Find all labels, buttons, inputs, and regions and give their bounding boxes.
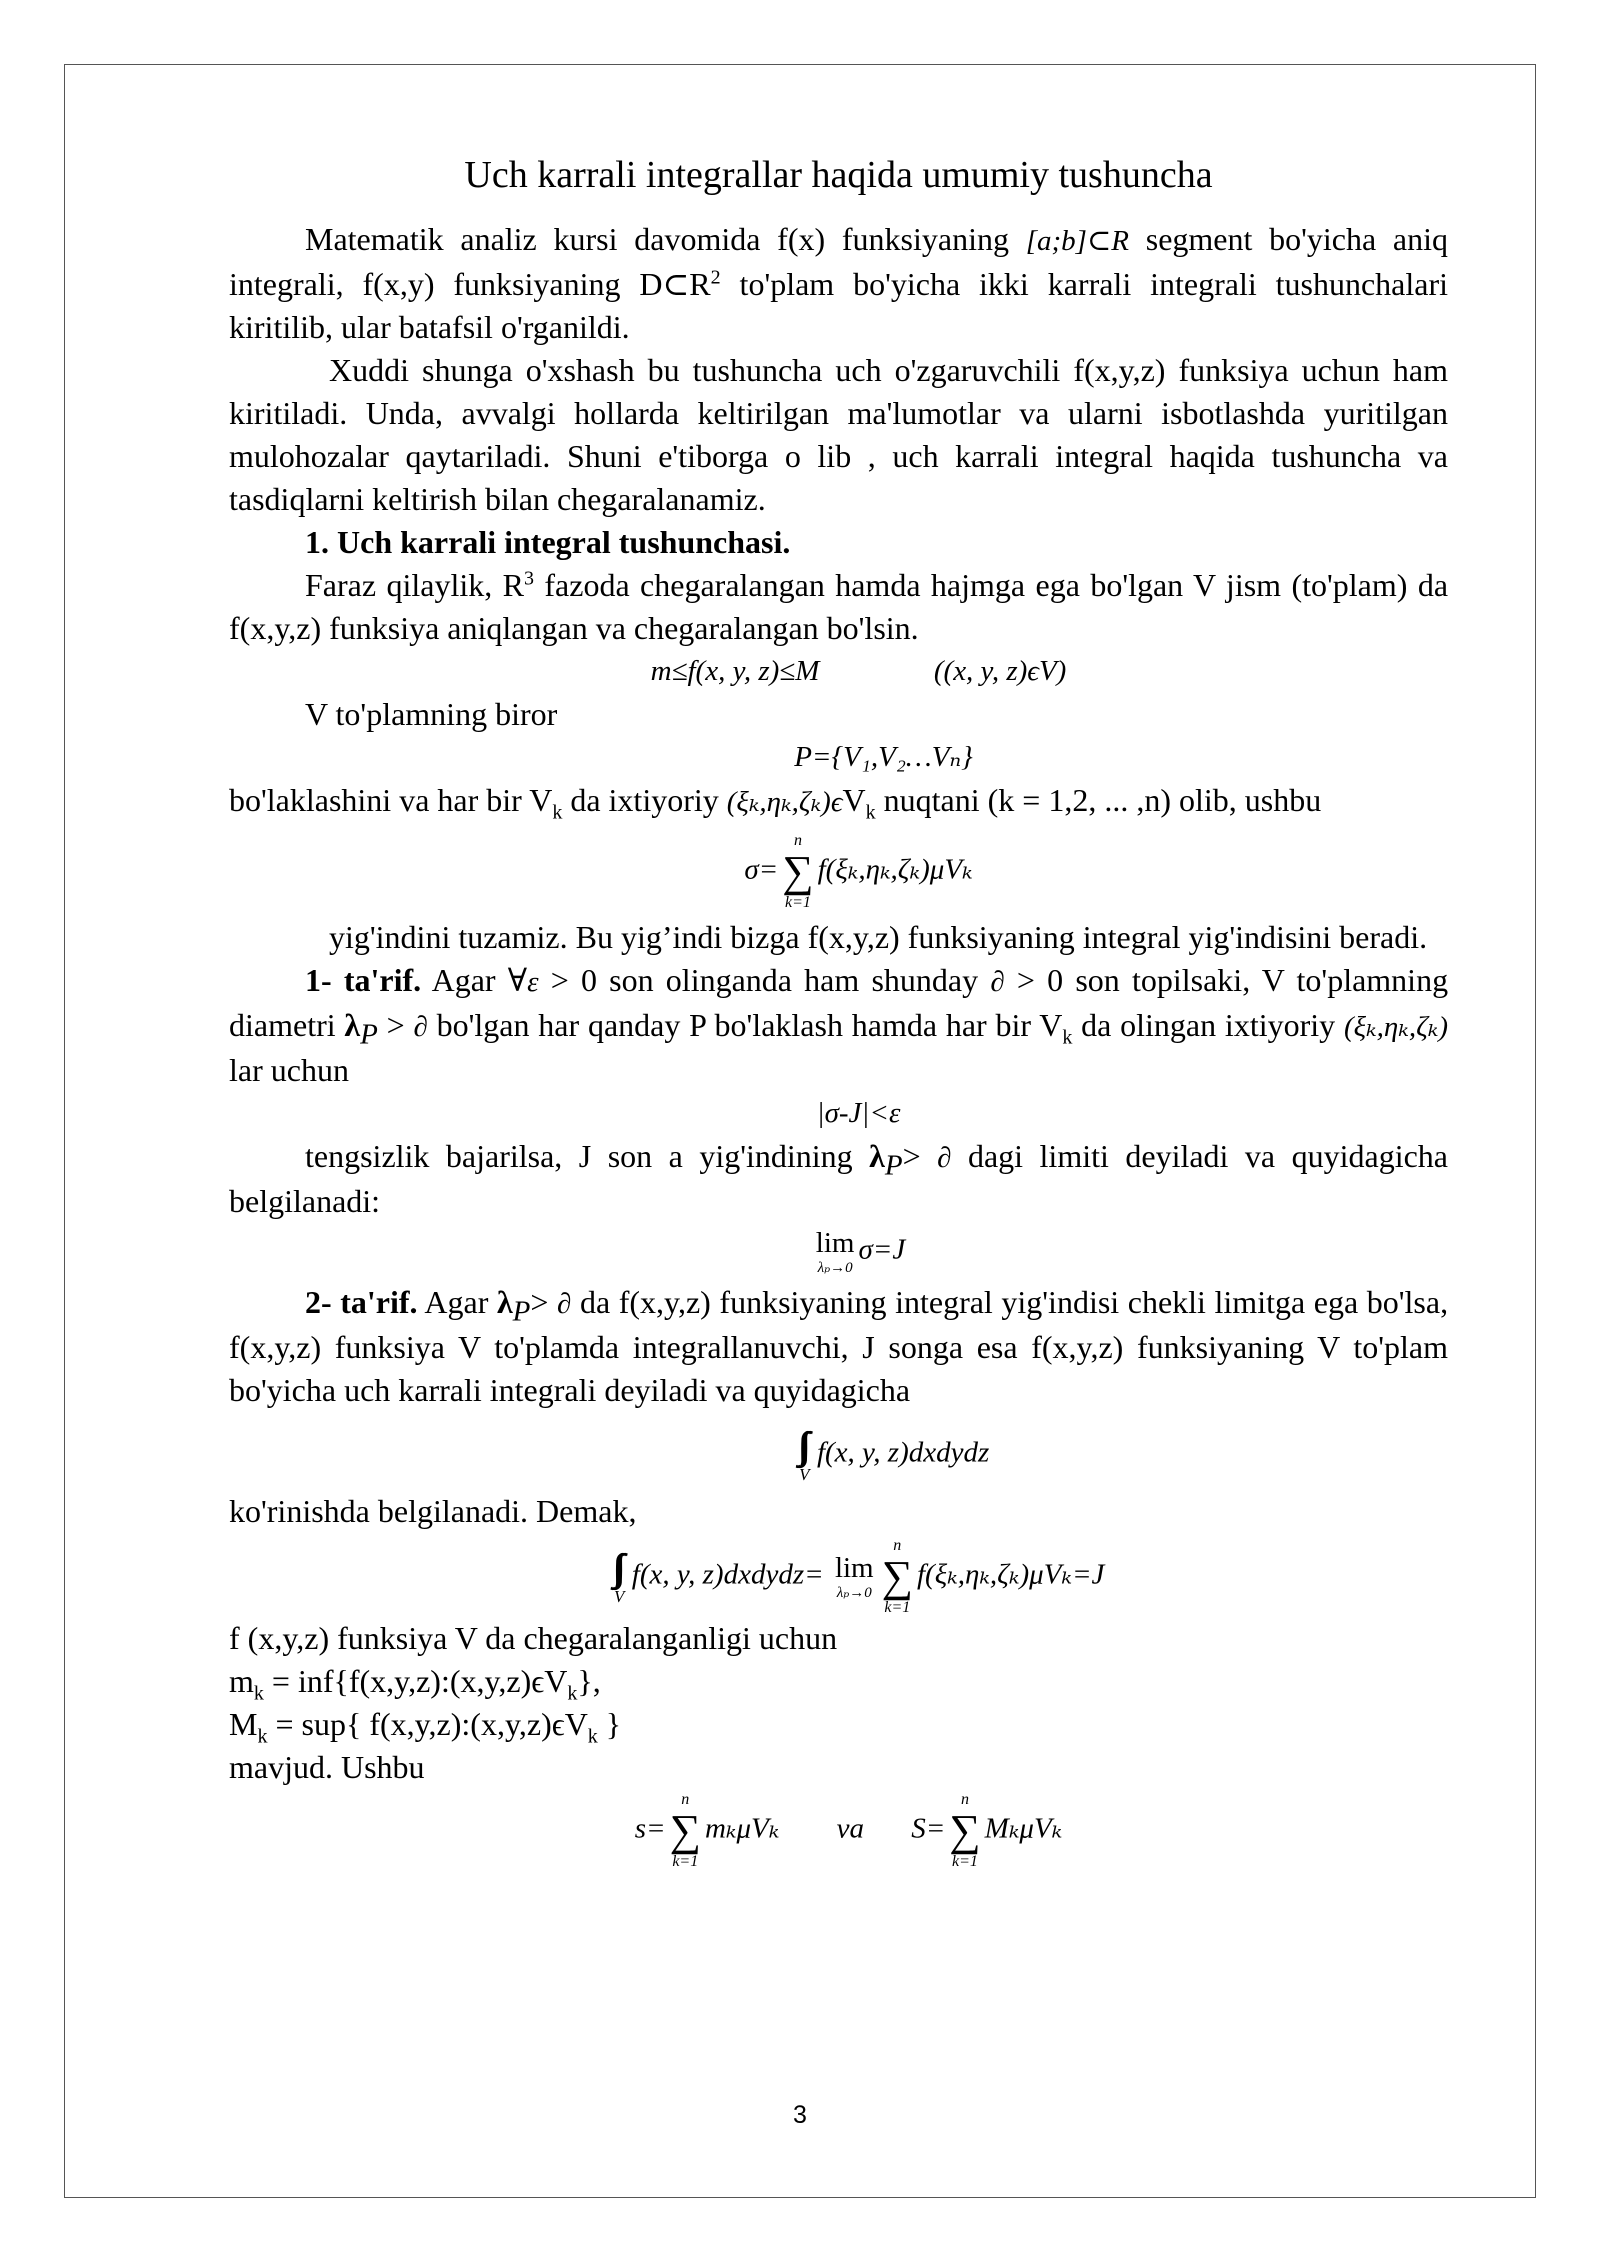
line-infimum: $m_k$ = $inf\{f(x,y,z):(x,y,z)\epsilon V_k\}$, [229, 1663, 601, 1705]
paragraph-exists: mavjud. Ushbu [229, 1749, 425, 1785]
line-supremum: $M_k = sup${ $f(x,y,z):(x,y,z)\epsilon V_k$ } [229, 1706, 622, 1748]
formula-inequality: |σ-J|<ε [816, 1097, 901, 1129]
formula-bounds: m≤f(x, y, z)≤M ((x, y, z)ϵV) [650, 655, 1067, 687]
formula-integral-sum: σ= n ∑ k=1 f(ξₖ,ηₖ,ζₖ)μVₖ [744, 832, 973, 911]
formula-partition: P={V₁,V₂…Vₙ} [794, 741, 973, 773]
paragraph-intro: Matematik analiz kursi davomida f(x) funksiyaning [a;b]⊂R segment bo'yicha aniq integrali, f(x,y) funksiyaning $D\subset R^2$ to'plam bo'yicha ikki karrali integrali tushunchalari kiritilib, ular batafsil o'rganildi. [229, 221, 1449, 345]
formula-darboux-sums: s= n ∑ k=1 mₖμVₖ va S= n ∑ k=1 MₖμVₖ [634, 1791, 1063, 1870]
sum-operator: n ∑ k=1 [669, 1791, 701, 1870]
definition-1: 1- ta'rif. Agar ∀ε > 0 son olinganda ham shunday ∂ > 0 son topilsaki, V to'plamning diametri $\lambda_P$ > ∂ bo'lgan har qanday P bo'laklash hamda har bir $V_k$ da olingan ixtiyoriy (ξₖ,ηₖ,ζₖ) lar uchun [229, 962, 1449, 1088]
section-heading: 1. Uch karrali integral tushunchasi. [305, 524, 791, 560]
formula-integral-definition: ∫∫∫ V f(x, y, z)dxdydz= lim λₚ→0 n ∑ k=1 f(ξₖ,ηₖ,ζₖ)μVₖ=J [612, 1537, 1105, 1616]
page-title: Uch karrali integrallar haqida umumiy tushuncha [464, 154, 1213, 196]
segment-formula: [a;b]⊂R [1025, 225, 1129, 257]
limit-operator: lim λₚ→0 [815, 1227, 855, 1276]
paragraph-assumption: Faraz qilaylik, $R^3$ fazoda chegaralangan hamda hajmga ega bo'lgan V jism (to'plam) da f(x,y,z) funksiya aniqlangan va chegaralangan bo'lsin. [229, 567, 1449, 646]
limit-operator: lim λₚ→0 [834, 1552, 874, 1601]
definition-2: 2- ta'rif. Agar $\lambda_P>$ ∂ da f(x,y,z) funksiyaning integral yig'indisi chekli limitga ega bo'lsa, f(x,y,z) funksiya V to'plamda integrallanuvchi, J songa esa f(x,y,z) funksiyaning V to'plam bo'yicha uch karrali integrali deyiladi va quyidagicha [229, 1284, 1449, 1408]
paragraph-notation: ko'rinishda belgilanadi. Demak, [229, 1493, 637, 1529]
paragraph-analogy: Xuddi shunga o'xshash bu tushuncha uch o'zgaruvchili f(x,y,z) funksiya uchun ham kiritiladi. Unda, avvalgi hollarda keltirilgan ma'lumotlar va ularni isbotlashda yuritilgan mulohozalar qaytariladi. Shuni e'tiborga o lib , uch karrali integral haqida tushuncha va tasdiqlarni keltirish bilan chegaralanamiz. [229, 352, 1448, 517]
paragraph-sum-desc: yig'indini tuzamiz. Bu yig’indi bizga f(x,y,z) funksiyaning integral yig'indisini beradi. [329, 919, 1428, 955]
sum-operator: n ∑ k=1 [881, 1537, 913, 1616]
paragraph-bounded: f (x,y,z) funksiya V da chegaralanganligi uchun [229, 1620, 838, 1656]
sum-operator: n ∑ k=1 [949, 1791, 981, 1870]
page-number: 3 [793, 2101, 807, 2129]
triple-integral-operator: ∫∫∫ V [797, 1425, 810, 1484]
formula-triple-integral: ∫∫∫ V f(x, y, z)dxdydz [797, 1425, 990, 1484]
paragraph-limit: tengsizlik bajarilsa, J son a yig'indining $\lambda_P>$ ∂ dagi limiti deyiladi va quyidagicha belgilanadi: [229, 1138, 1448, 1219]
sum-operator: n ∑ k=1 [782, 832, 814, 911]
triple-integral-operator: ∫∫∫ V [612, 1547, 625, 1606]
paragraph-points: bo'laklashini va har bir $V_k$ da ixtiyoriy $(\xi_k,\eta_k,\zeta_k)\epsilon V_k$ nuqtani (k = 1,2, ... ,n) olib, ushbu [229, 782, 1322, 824]
formula-limit: lim λₚ→0 σ=J [815, 1227, 906, 1276]
paragraph-partition-intro: V to'plamning biror [305, 696, 558, 732]
document-body [229, 150, 1448, 1871]
